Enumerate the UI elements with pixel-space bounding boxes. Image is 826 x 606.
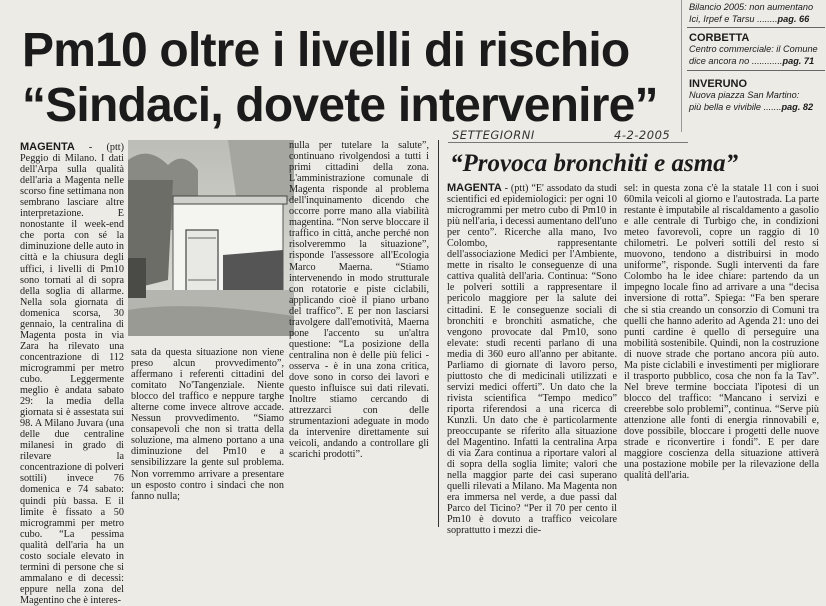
sidebar-item-page: pag. 66	[777, 13, 810, 24]
sidebar-item-text1: Centro commerciale: il Comune	[689, 44, 818, 54]
article-photo	[128, 140, 294, 336]
sidebar-item-text1: Bilancio 2005: non aumentano	[689, 2, 814, 12]
sidebar-item-text2: dice ancora no	[689, 55, 750, 66]
article1-col1	[20, 141, 124, 606]
sidebar-item-line2: più bella e vivibile .......pag. 82	[689, 101, 814, 112]
sidebar-index	[681, 0, 826, 132]
article1-col2-text: sata da questa situazione non viene preso alcun provvedimento”, affermano i referenti cittadini del comitato No'Tangenziale. Niente blocco del traffico e neppure targhe alterne come invece altrove accade. Nessun provvedimento. “Siamo consapevoli che non si tratta della soluzione, ma almeno portano a una diminuzione del Pm10 e a sensibilizzare la gente sul problema. Non vorremmo arrivare a presentare un esposto contro i sindaci che non fanno nulla;	[131, 347, 284, 502]
sidebar-item-page: pag. 71	[782, 55, 815, 66]
handwritten-date: 4-2-2005	[614, 128, 671, 142]
article2-col2	[624, 183, 819, 527]
article1-dateline: MAGENTA	[20, 141, 75, 153]
photo-image	[128, 140, 294, 336]
headline-line2: “Sindaci, dovete intervenire”	[22, 79, 658, 132]
article1-col2	[131, 347, 284, 527]
article2-dateline: MAGENTA	[447, 182, 502, 194]
handwritten-underline	[448, 142, 688, 143]
sidebar-rule	[687, 27, 825, 28]
sidebar-item-line2: Ici, Irpef e Tarsu ........pag. 66	[689, 13, 810, 24]
article2-col2-text: sel: in questa zona c'è la statale 11 con i suoi 60mila veicoli al giorno e l'autostrada. La parte restante è imputabile al riscaldamento a gasolio e alle centrale di Turbigo che, in condizioni meteo favorevoli, copre un raggio di 10 chilometri. Le polveri sottili del resto si muovono, tendono a distribuirsi in modo uniforme”, risponde. Sugli interventi da fare Colombo ha le idee chiare: partendo da un impegno locale fino ad arrivare a una “decisa inversione di rotta”. Spiega: “Fa ben sperare che si stia creando un consorzio di Comuni tra quelli che hanno aderito ad Agenda 21: uno dei punti cardine è quello di perseguire una mobilità sostenibile. Quindi, non la costruzione di nuove strade che portano ancora più auto. Ma piste ciclabili e investimenti per migliorare il trasporto pubblico, cosa che non fa la Tav”. Nel breve termine bocciata l'ipotesi di un blocco del traffico: “Mancano i servizi e creerebbe solo problemi”, continua. “Serve più attenzione alle fonti di energia rinnovabili e, dove possibile, bloccare i progetti delle nuove strade e riconvertire i fondi”. E per dare maggiore coscienza della situazione attiverà una postazione mobile per la rilevazione della qualità dell'aria.	[624, 183, 819, 482]
sidebar-rule	[687, 70, 825, 71]
sidebar-item-heading: INVERUNO	[689, 78, 748, 90]
handwritten-source: SETTEGIORNI	[452, 128, 535, 142]
article2-col1-text: - (ptt) “E' assodato da studi scientifici ed epidemiologici: per ogni 10 microgrammi per metro cubo di Pm10 in più nell'aria, i decessi aumentano dell'uno per cento”. Ricerche alla mano, Ivo Colombo, rappresentante dell'associazione Medici per l'Ambiente, mette in risalto le conseguenze di una cattiva qualità dell'aria. Continua: “Sono le polveri sottili a rappresentare il pericolo maggiore per la salute dei cittadini. E le conseguenze sociali di bronchiti e bronchiti asmatiche, che vengono provocate dal Pm10, sono elevate: studi recenti parlano di una media di 360 euro all'anno per abitante. Parliamo di giornate di lavoro perso, piuttosto che di medicinali utilizzati e servizi medici offerti”. Un dato che la rivista scientifica “Tempo medico” riporta riferendosi a una ricerca di Kunzli. Un dato che è particolarmente preoccupante se riferito alla situazione del Magentino. Infatti la centralina Arpa di via Zara continua a riportare valori al di sopra della soglia limite; valori che nella maggior parte dei casi superano quelli rilevati a Milano. Ma Magenta non era immersa nel verde, a due passi dal Parco del Ticino? “Per il 70 per cento il Pm10 è dovuto a traffico veicolare soprattutto i mezzi die-	[447, 183, 618, 537]
sidebar-item-page: pag. 82	[781, 101, 814, 112]
sidebar-divider	[681, 0, 682, 132]
headline-line1: Pm10 oltre i livelli di rischio	[22, 24, 630, 77]
sidebar-item[interactable]	[689, 32, 823, 67]
article1-col3-text: nulla per tutelare la salute”, continuano rivolgendosi a tutti i primi cittadini della zona. L'amministrazione comunale di Magenta risponde al problema dell'inquinamento dicendo che occorre porre mano alla viabilità magentina. “Non serve bloccare il traffico in città, anche perché non risolveremmo la situazione”, risponde l'assessore all'Ecologia Marco Maerna. “Stiamo intervenendo in modo strutturale con rotatorie e piste ciclabili, applicando cioè il piano urbano del traffico”. E per non lasciarsi travolgere dall'emotività, Maerna pone l'accento su un'altra questione: “La posizione della centralina non è delle più felici - osserva - è in una zona critica, dove sono in corso dei lavori e questo influisce sui dati rilevati. Inoltre stiamo cercando di attrezzarci con delle strumentazioni adeguate in modo da intervenire direttamente sui veicoli, andando a controllare gli scarichi prodotti”.	[289, 140, 429, 461]
sidebar-item-heading: CORBETTA	[689, 32, 750, 44]
article-divider	[438, 140, 439, 527]
article1-col3	[289, 140, 429, 527]
sidebar-item-text1: Nuova piazza San Martino:	[689, 90, 800, 100]
sidebar-item-text2: più bella e vivibile	[689, 101, 762, 112]
sidebar-item[interactable]	[689, 2, 823, 25]
sidebar-item-line2: dice ancora no ............pag. 71	[689, 55, 815, 66]
sidebar-item[interactable]	[689, 78, 823, 113]
article2-col1	[447, 182, 618, 537]
article2-title: “Provoca bronchiti e asma”	[450, 150, 739, 177]
article1-col1-text: - (ptt) Peggio di Milano. I dati dell'Arpa sulla qualità dell'aria a Magenta nelle scorso fine settimana non sembrano lasciare altre interpretazione. E nonostante il week-end che porta con sé la diminuzione delle auto in città e la chiusura degli uffici, i livelli di Pm10 sono tornati al di sopra della soglia di allarme. Nella sola giornata di domenica scorsa, 30 gennaio, la centralina di Magenta posta in via Zara ha rilevato una concentrazione di 112 microgrammi per metro cubo. Leggermente meglio è andata sabato 29: la media della giornata si è assestata sui 98. A Milano Juvara (una delle due centraline milanesi in grado di rilevare la concentrazione di polveri sottili) invece 76 domenica e 74 sabato: quindi più bassa. E il limite è fissato a 50 microgrammi per metro cubo. “La pessima qualità dell'aria ha un costo sociale elevato in termini di persone che si ammalano e di decessi: eppure nella zona del Magentino che è interes-	[20, 142, 124, 606]
sidebar-item-text2: Ici, Irpef e Tarsu	[689, 13, 755, 24]
